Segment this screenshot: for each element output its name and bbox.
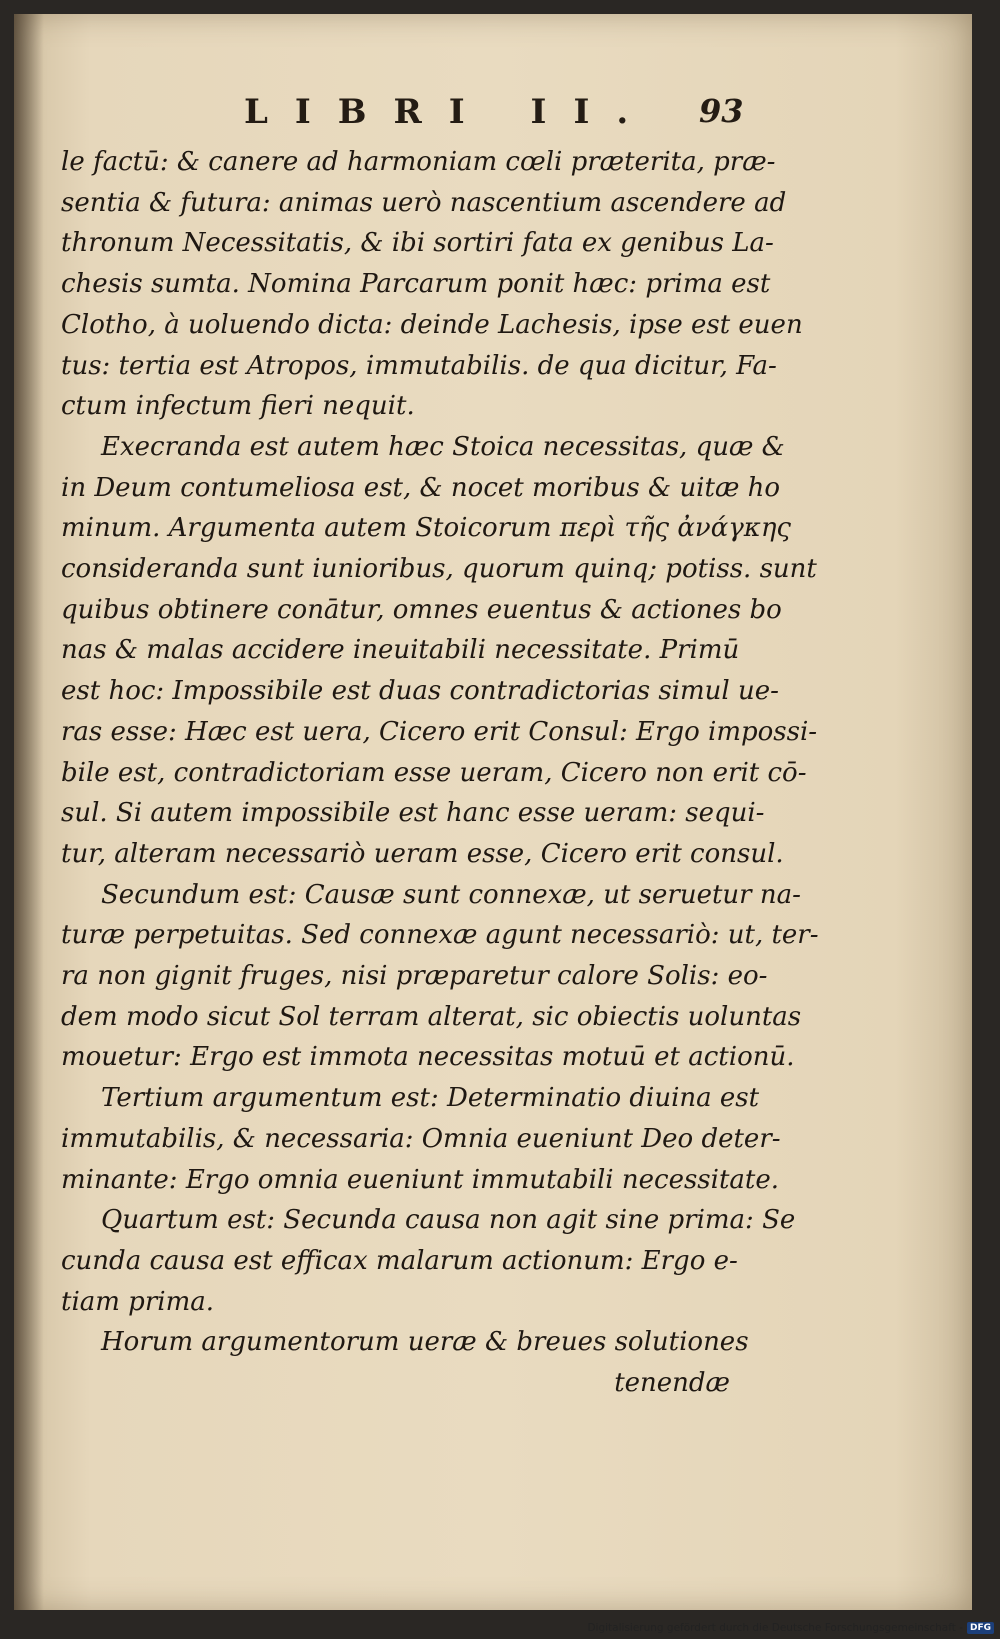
text-line: in Deum contumeliosa est, & nocet moribus & uitæ ho bbox=[61, 472, 781, 503]
running-title: LIBRI II. bbox=[244, 92, 656, 132]
text-line: ra non gignit fruges, nisi præparetur calore Solis: eo- bbox=[61, 961, 768, 992]
paragraph-start-line: Horum argumentorum ueræ & breues solutiones bbox=[101, 1327, 749, 1358]
paragraph-start-line: Secundum est: Causæ sunt connexæ, ut seruetur na- bbox=[101, 879, 801, 910]
page-header bbox=[14, 92, 972, 142]
text-line: ctum infectum fieri nequit. bbox=[61, 391, 415, 422]
text-line: mouetur: Ergo est immota necessitas motuū et actionū. bbox=[61, 1042, 795, 1073]
paragraph-start-line: Execranda est autem hæc Stoica necessitas, quæ & bbox=[101, 431, 785, 462]
dfg-logo: DFG bbox=[967, 1622, 994, 1634]
catchword: tenendæ bbox=[614, 1368, 730, 1399]
text-line: chesis sumta. Nomina Parcarum ponit hæc: prima est bbox=[61, 269, 771, 300]
body-text bbox=[61, 142, 819, 1404]
paragraph-start-line: Quartum est: Secunda causa non agit sine prima: Se bbox=[101, 1205, 796, 1236]
text-line: turæ perpetuitas. Sed connexæ agunt necessariò: ut, ter- bbox=[61, 920, 819, 951]
text-line: immutabilis, & necessaria: Omnia eueniunt Deo deter- bbox=[61, 1123, 781, 1154]
text-line: bile est, contradictoriam esse ueram, Cicero non erit cō- bbox=[61, 757, 807, 788]
gutter-shadow bbox=[14, 14, 44, 1610]
text-line: dem modo sicut Sol terram alterat, sic obiectis uoluntas bbox=[61, 1001, 802, 1032]
text-line: cunda causa est efficax malarum actionum: Ergo e- bbox=[61, 1245, 738, 1276]
paragraph-start-line: Tertium argumentum est: Determinatio diuina est bbox=[101, 1083, 760, 1114]
digitization-footer bbox=[587, 1620, 994, 1636]
text-line: thronum Necessitatis, & ibi sortiri fata ex genibus La- bbox=[61, 228, 774, 259]
text-line: quibus obtinere conātur, omnes euentus & actiones bo bbox=[61, 594, 782, 625]
text-line: minante: Ergo omnia eueniunt immutabili necessitate. bbox=[61, 1164, 780, 1195]
page-number: 93 bbox=[699, 92, 744, 130]
text-line: minum. Argumenta autem Stoicorum περὶ τῆς ἀνάγκης bbox=[61, 513, 791, 544]
text-line: est hoc: Impossibile est duas contradictorias simul ue- bbox=[61, 676, 779, 707]
text-line: nas & malas accidere ineuitabili necessitate. Primū bbox=[61, 635, 740, 666]
text-line: le factū: & canere ad harmoniam cœli præterita, præ- bbox=[61, 147, 776, 177]
book-page bbox=[14, 14, 972, 1610]
text-line: sul. Si autem impossibile est hanc esse ueram: sequi- bbox=[61, 798, 765, 829]
text-line: Clotho, à uoluendo dicta: deinde Lachesis, ipse est euen bbox=[61, 309, 803, 340]
text-line: consideranda sunt iunioribus, quorum quinq; potiss. sunt bbox=[61, 554, 817, 585]
text-line: ras esse: Hæc est uera, Cicero erit Consul: Ergo impossi- bbox=[61, 716, 818, 747]
text-line: tiam prima. bbox=[61, 1286, 214, 1317]
text-line: sentia & futura: animas uerò nascentium ascendere ad bbox=[61, 187, 787, 218]
funding-credit: Digitalisierung gefördert durch die Deutsche Forschungsgemeinschaft - bbox=[587, 1622, 963, 1634]
text-line: tus: tertia est Atropos, immutabilis. de qua dicitur, Fa- bbox=[61, 350, 777, 381]
text-line: tur, alteram necessariò ueram esse, Cicero erit consul. bbox=[61, 838, 784, 869]
